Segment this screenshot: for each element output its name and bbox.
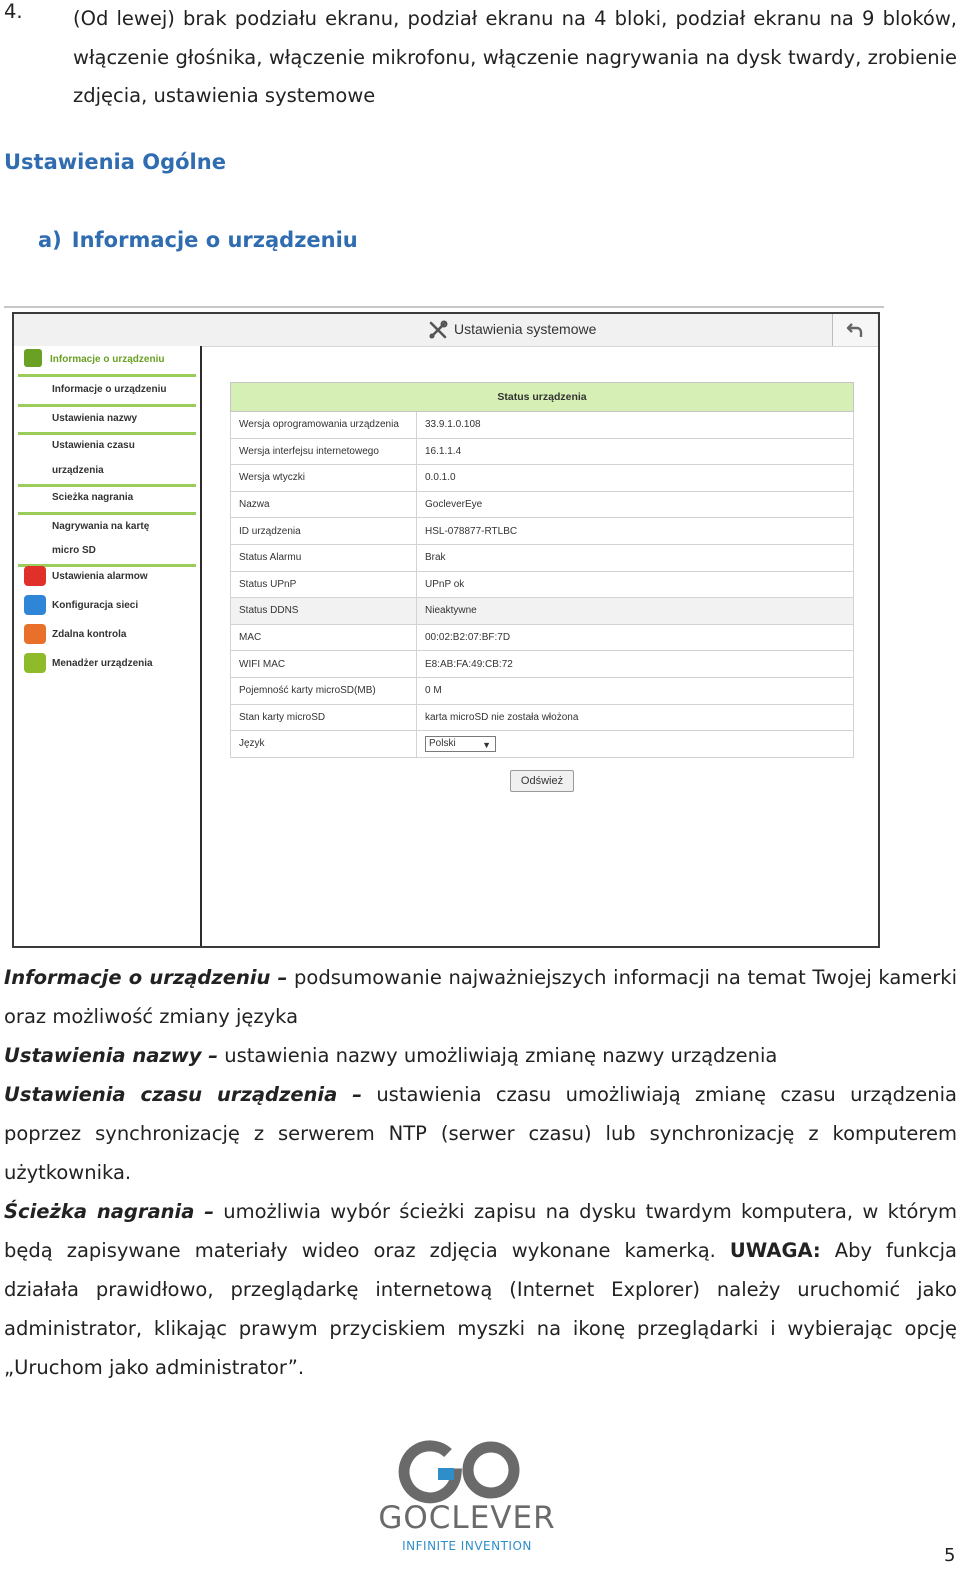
description-paragraph [4,958,957,1036]
row-label: Status Alarmu [231,544,417,571]
wifi-icon [24,595,46,615]
chevron-down-icon: ▼ [482,739,491,750]
description-text: ustawienia czasu umożliwiają zmianę czasu urządzenia poprzez synchronizację z serwerem NTP (serwer czasu) lub synchronizację z komputerem użytkownika. [4,1083,957,1184]
row-value: GocleverEye [417,491,854,518]
row-label: Nazwa [231,491,417,518]
subsection-label: Informacje o urządzeniu [71,228,358,252]
description-term: Ustawienia nazwy – [4,1044,219,1067]
page-number: 5 [944,1545,956,1566]
row-label: Pojemność karty microSD(MB) [231,677,417,704]
note-label: UWAGA: [729,1239,821,1262]
row-value: E8:AB:FA:49:CB:72 [417,651,854,678]
description-text: podsumowanie najważniejszych informacji na temat Twojej kamerki oraz możliwość zmiany języka [4,966,957,1028]
status-table-title: Status urządzenia [231,383,854,412]
table-row [231,491,854,518]
row-value: 00:02:B2:07:BF:7D [417,624,854,651]
note-text: Aby funkcja działała prawidłowo, przeglądarkę internetową (Internet Explorer) należy uruchomić jako administrator, klikając prawym przyciskiem myszki na ikonę przeglądarki i wybierając opcję „Uruchom jako administrator”. [4,1239,957,1379]
row-label: Stan karty microSD [231,704,417,731]
sidebar-item-record-path[interactable]: Scieżka nagrania [52,492,134,503]
settings-screenshot [4,306,884,950]
table-row [231,571,854,598]
remote-camera-icon [24,624,46,644]
table-row [231,624,854,651]
table-row [231,518,854,545]
back-button[interactable] [832,314,877,346]
sidebar-item-alarms[interactable]: Ustawienia alarmow [52,571,148,582]
sidebar-item-network[interactable]: Konfiguracja sieci [52,600,139,611]
tools-icon [428,320,448,340]
refresh-button[interactable]: Odśwież [510,770,574,792]
row-label: Status DDNS [231,598,417,625]
settings-sidebar [14,346,202,946]
table-row [231,731,854,758]
row-value: UPnP ok [417,571,854,598]
goclever-logo [374,1436,560,1556]
row-value [417,731,854,758]
description-paragraph [4,1075,957,1192]
sidebar-head-label[interactable]: Informacje o urządzeniu [50,354,165,365]
row-label: ID urządzenia [231,518,417,545]
description-term: Ścieżka nagrania – [4,1200,214,1223]
settings-title: Ustawienia systemowe [454,321,597,337]
gear-icon [24,349,42,367]
row-label: Wersja interfejsu internetowego [231,438,417,465]
description-paragraph [4,1192,957,1387]
row-label: Wersja wtyczki [231,465,417,492]
description-text: ustawienia nazwy umożliwiają zmianę nazwy urządzenia [218,1044,778,1067]
sidebar-divider [18,404,196,407]
row-value: HSL-078877-RTLBC [417,518,854,545]
table-row [231,677,854,704]
descriptions [4,958,957,1387]
row-label: Wersja oprogramowania urządzenia [231,412,417,439]
settings-content [202,346,878,946]
row-label: WIFI MAC [231,651,417,678]
status-table [230,382,854,758]
device-manager-icon [24,653,46,673]
table-row [231,651,854,678]
description-term: Ustawienia czasu urządzenia – [4,1083,362,1106]
table-row [231,465,854,492]
sidebar-item-time-settings[interactable]: Ustawienia czasu [52,440,135,451]
row-value: 0 M [417,677,854,704]
sidebar-divider [18,432,196,435]
row-value: 33.9.1.0.108 [417,412,854,439]
sidebar-divider [18,484,196,487]
sidebar-item-name-settings[interactable]: Ustawienia nazwy [52,413,138,424]
row-value: 16.1.1.4 [417,438,854,465]
table-row [231,704,854,731]
row-label: MAC [231,624,417,651]
sidebar-item-sd-recording[interactable]: Nagrywania na kartę [52,521,150,532]
section-title: Ustawienia Ogólne [4,150,226,174]
row-value: Nieaktywne [417,598,854,625]
subsection-title [38,228,358,252]
description-paragraph [4,1036,957,1075]
table-row [231,438,854,465]
description-term: Informacje o urządzeniu – [4,966,288,989]
sidebar-item-device-manager[interactable]: Menadżer urządzenia [52,658,153,669]
table-row [231,544,854,571]
sidebar-item-device-info[interactable]: Informacje o urządzeniu [52,384,167,395]
settings-window [12,312,880,948]
row-value: karta microSD nie została włożona [417,704,854,731]
table-row [231,598,854,625]
row-value: Brak [417,544,854,571]
subsection-letter: a) [38,228,62,252]
goclever-logo-icon [374,1436,560,1506]
list-number: 4. [4,0,23,23]
logo-wordmark: GOCLEVER [378,1500,556,1536]
list-item-text: (Od lewej) brak podziału ekranu, podział ekranu na 4 bloki, podział ekranu na 9 bloków, włączenie głośnika, włączenie mikrofonu, włączenie nagrywania na dysk twardy, zrobienie zdjęcia, ustawienia systemowe [73,7,957,107]
alarm-bell-icon [24,566,46,586]
logo-tagline: INFINITE INVENTION [402,1539,532,1553]
sidebar-item-remote[interactable]: Zdalna kontrola [52,629,127,640]
back-arrow-icon [846,321,864,339]
row-label: Status UPnP [231,571,417,598]
language-select-value: Polski [429,737,456,749]
table-row [231,412,854,439]
row-value: 0.0.1.0 [417,465,854,492]
row-label: Język [231,731,417,758]
sidebar-divider [18,374,196,377]
language-select[interactable] [425,736,496,752]
sidebar-item-sd-recording-cont[interactable]: micro SD [52,545,96,556]
sidebar-item-time-settings-cont[interactable]: urządzenia [52,465,104,476]
settings-header [14,314,878,347]
description-text: umożliwia wybór ścieżki zapisu na dysku twardym komputera, w którym będą zapisywane materiały wideo oraz zdjęcia wykonane kamerką. [4,1200,957,1262]
sidebar-divider [18,512,196,515]
